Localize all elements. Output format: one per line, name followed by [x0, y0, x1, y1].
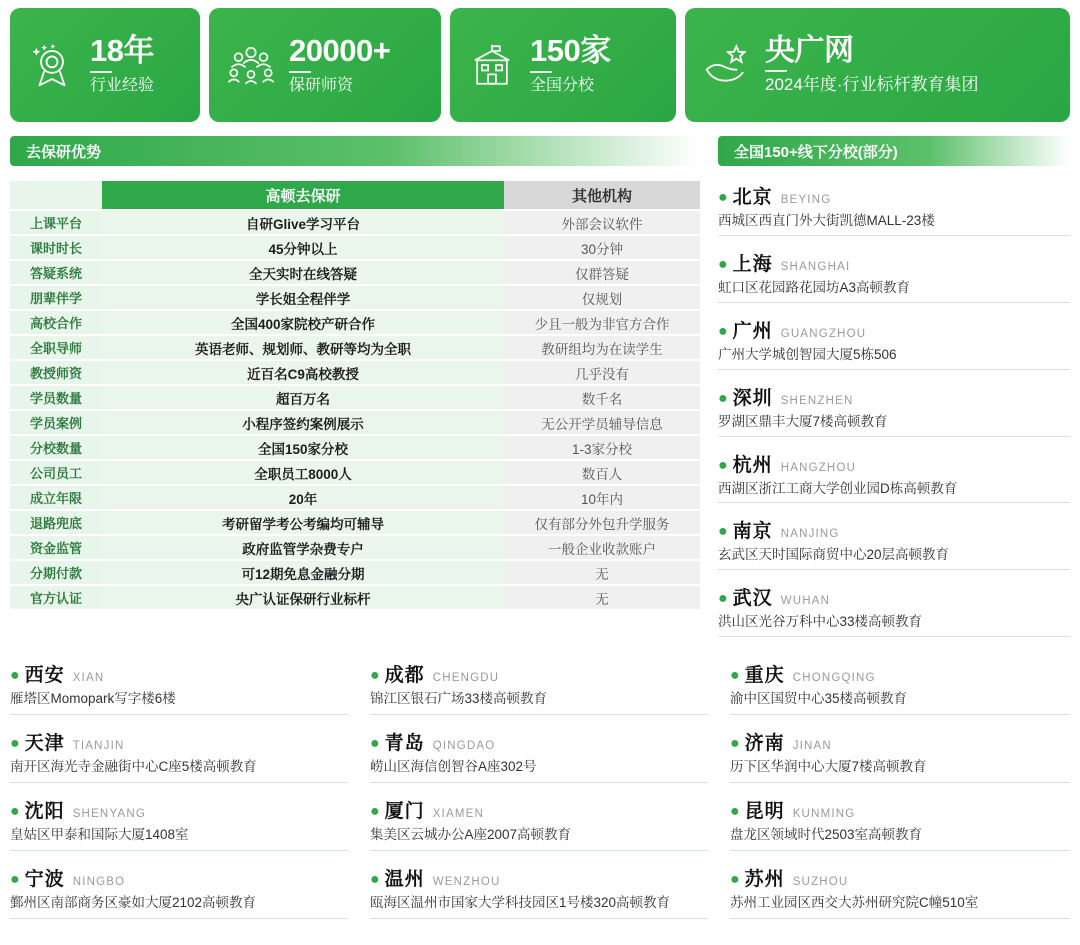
city-name-cn: 苏州: [744, 868, 785, 890]
list-item: [370, 657, 708, 715]
city-header: [718, 383, 1070, 410]
city-address: 广州大学城创智园大厦5栋506: [718, 346, 897, 362]
city-header: [370, 796, 708, 823]
row-ours: 全职员工8000人: [102, 461, 504, 484]
stat-card-experience: [10, 8, 200, 122]
table-header-other: 其他机构: [504, 181, 700, 209]
city-name-cn: 成都: [384, 665, 425, 687]
row-ours: 20年: [102, 486, 504, 509]
city-name-cn: 厦门: [384, 800, 425, 822]
location-pin-icon: ●: [10, 735, 20, 752]
table-row: [10, 236, 700, 259]
city-header: [730, 728, 1070, 755]
location-pin-icon: ●: [718, 389, 728, 407]
location-pin-icon: ●: [10, 667, 20, 685]
city-address: 集美区云城办公A座2007高顿教育: [370, 826, 572, 842]
location-pin-icon: ●: [718, 456, 728, 474]
bottom-city-grid: [0, 647, 1080, 929]
location-pin-icon: ●: [370, 802, 380, 820]
city-header: [718, 516, 1070, 543]
row-ours: 近百名C9高校教授: [102, 361, 504, 384]
city-header: [370, 864, 708, 891]
list-item: [10, 725, 348, 783]
row-ours: 小程序签约案例展示: [102, 411, 504, 434]
list-item: [370, 793, 708, 851]
row-other: 少且一般为非官方合作: [504, 311, 700, 334]
location-pin-icon: ●: [730, 667, 740, 685]
list-item: [730, 657, 1070, 715]
table-row: [10, 361, 700, 384]
city-name-en: CHONGQING: [792, 672, 876, 685]
location-pin-icon: ●: [718, 590, 728, 608]
table-row: [10, 586, 700, 609]
stat-label: 2024年度·行业标杆教育集团: [765, 74, 979, 94]
city-name-cn: 沈阳: [24, 800, 65, 822]
divider: [765, 70, 787, 72]
city-name-en: SHENZHEN: [780, 394, 854, 407]
row-other: 仅有部分外包升学服务: [504, 511, 700, 534]
city-name-cn: 武汉: [732, 588, 773, 610]
row-label: 学员案例: [10, 411, 102, 434]
table-header-ours: 高顿去保研: [102, 181, 504, 209]
location-pin-icon: ●: [10, 870, 20, 888]
section-title-branches: 全国150+线下分校(部分): [718, 136, 1070, 166]
stat-label: 保研师资: [289, 76, 354, 94]
city-header: [370, 728, 708, 755]
advantages-column: [10, 136, 700, 647]
list-item: [718, 513, 1070, 570]
city-name-en: SUZHOU: [792, 875, 849, 888]
city-header: [370, 660, 708, 687]
city-name-cn: 上海: [732, 253, 773, 275]
stat-card-teachers: [209, 8, 441, 122]
list-item: [370, 725, 708, 783]
row-other: 无: [504, 586, 700, 609]
row-label: 高校合作: [10, 311, 102, 334]
row-label: 公司员工: [10, 461, 102, 484]
city-name-cn: 昆明: [744, 800, 785, 822]
row-other: 教研组均为在读学生: [504, 336, 700, 359]
city-address: 渝中区国贸中心35楼高顿教育: [730, 691, 908, 707]
city-name-en: XIAMEN: [432, 807, 484, 820]
table-row: [10, 536, 700, 559]
table-row: [10, 386, 700, 409]
city-address: 南开区海光寺金融街中心C座5楼高顿教育: [10, 759, 257, 774]
main-body: [0, 122, 1080, 647]
row-ours: 超百万名: [102, 386, 504, 409]
people-group-icon: [225, 39, 277, 91]
row-label: 课时时长: [10, 236, 102, 259]
city-name-en: WUHAN: [780, 595, 831, 608]
row-label: 资金监管: [10, 536, 102, 559]
location-pin-icon: ●: [10, 802, 20, 820]
city-name-cn: 杭州: [732, 454, 773, 476]
table-row: [10, 561, 700, 584]
location-pin-icon: ●: [370, 735, 380, 752]
medal-icon: [26, 39, 78, 91]
row-label: 分校数量: [10, 436, 102, 459]
table-row: [10, 461, 700, 484]
row-other: 数千名: [504, 386, 700, 409]
location-pin-icon: ●: [730, 735, 740, 752]
list-item: [730, 725, 1070, 783]
stat-number: 18年: [90, 33, 154, 69]
list-item: [718, 580, 1070, 637]
row-ours: 全天实时在线答疑: [102, 261, 504, 284]
city-name-cn: 天津: [24, 733, 65, 754]
row-ours: 可12期免息金融分期: [102, 561, 504, 584]
row-ours: 考研留学考公考编均可辅导: [102, 511, 504, 534]
city-address: 玄武区天时国际商贸中心20层高顿教育: [718, 547, 950, 563]
table-header-row: [10, 181, 700, 209]
row-label: 答疑系统: [10, 261, 102, 284]
row-ours: 全国150家分校: [102, 436, 504, 459]
bottom-column-2: [370, 657, 708, 929]
city-address: 洪山区光谷万科中心33楼高顿教育: [718, 614, 923, 630]
city-address: 崂山区海信创智谷A座302号: [370, 759, 537, 774]
divider: [530, 71, 552, 73]
row-ours: 全国400家院校产研合作: [102, 311, 504, 334]
city-name-en: JINAN: [792, 740, 832, 752]
table-row: [10, 336, 700, 359]
city-name-cn: 南京: [732, 521, 773, 543]
row-label: 上课平台: [10, 211, 102, 234]
city-address: 雁塔区Momopark写字楼6楼: [10, 691, 176, 707]
city-name-en: TIANJIN: [72, 740, 125, 752]
city-name-en: SHENYANG: [72, 807, 146, 820]
row-ours: 自研Glive学习平台: [102, 211, 504, 234]
list-item: [718, 179, 1070, 236]
location-pin-icon: ●: [718, 523, 728, 541]
city-name-cn: 西安: [24, 665, 65, 687]
row-other: 外部会议软件: [504, 211, 700, 234]
city-address: 罗湖区鼎丰大厦7楼高顿教育: [718, 413, 888, 429]
city-header: [718, 583, 1070, 610]
city-header: [718, 182, 1070, 209]
city-address: 鄞州区南部商务区豪如大厦2102高顿教育: [10, 894, 257, 910]
city-name-en: HANGZHOU: [780, 461, 857, 474]
stat-number: 央广网: [765, 34, 854, 68]
row-other: 几乎没有: [504, 361, 700, 384]
table-row: [10, 511, 700, 534]
city-header: [718, 450, 1070, 477]
row-other: 数百人: [504, 461, 700, 484]
row-other: 1-3家分校: [504, 436, 700, 459]
stat-label: 行业经验: [90, 76, 155, 94]
row-other: 仅群答疑: [504, 261, 700, 284]
list-item: [10, 861, 348, 919]
list-item: [718, 313, 1070, 370]
bottom-column-3: [730, 657, 1070, 929]
location-pin-icon: ●: [370, 667, 380, 685]
row-label: 教授师资: [10, 361, 102, 384]
city-name-en: SHANGHAI: [780, 260, 851, 273]
list-item: [730, 861, 1070, 919]
city-address: 虹口区花园路花园坊A3高顿教育: [718, 279, 911, 295]
city-name-en: NINGBO: [72, 875, 126, 888]
row-other: 无公开学员辅导信息: [504, 411, 700, 434]
stat-label: 全国分校: [530, 76, 595, 94]
city-address: 盘龙区领域时代2503室高顿教育: [730, 826, 923, 842]
city-name-en: BEYING: [780, 194, 832, 206]
row-label: 朋辈伴学: [10, 286, 102, 309]
location-pin-icon: ●: [718, 255, 728, 273]
location-pin-icon: ●: [730, 870, 740, 888]
row-label: 全职导师: [10, 336, 102, 359]
city-address: 皇姑区甲泰和国际大厦1408室: [10, 826, 189, 842]
location-pin-icon: ●: [730, 802, 740, 820]
table-row: [10, 311, 700, 334]
city-name-cn: 宁波: [24, 868, 65, 890]
row-label: 分期付款: [10, 561, 102, 584]
city-address: 西城区西直门外大街凯德MALL-23楼: [718, 213, 935, 228]
list-item: [718, 380, 1070, 437]
row-other: 无: [504, 561, 700, 584]
city-address: 历下区华润中心大厦7楼高顿教育: [730, 759, 927, 774]
row-ours: 政府监管学杂费专户: [102, 536, 504, 559]
city-name-cn: 青岛: [384, 733, 425, 754]
city-name-cn: 深圳: [732, 387, 773, 409]
list-item: [10, 793, 348, 851]
stat-card-award: [685, 8, 1070, 122]
row-other: 30分钟: [504, 236, 700, 259]
table-row: [10, 286, 700, 309]
row-ours: 央广认证保研行业标杆: [102, 586, 504, 609]
row-label: 官方认证: [10, 586, 102, 609]
city-address: 瓯海区温州市国家大学科技园区1号楼320高顿教育: [370, 894, 671, 910]
city-header: [10, 728, 348, 755]
stats-bar: [0, 0, 1080, 122]
section-title-advantages: 去保研优势: [10, 136, 700, 166]
row-label: 退路兜底: [10, 511, 102, 534]
city-name-en: NANJING: [780, 528, 840, 541]
city-header: [10, 864, 348, 891]
city-header: [10, 660, 348, 687]
city-address: 苏州工业园区西交大苏州研究院C幢510室: [730, 894, 979, 910]
divider: [90, 71, 112, 73]
city-name-en: QINGDAO: [432, 740, 496, 752]
city-header: [718, 249, 1070, 276]
table-row: [10, 436, 700, 459]
list-item: [10, 657, 348, 715]
comparison-table: [10, 179, 700, 611]
city-header: [730, 796, 1070, 823]
school-building-icon: [466, 39, 518, 91]
location-pin-icon: ●: [718, 322, 728, 340]
row-ours: 英语老师、规划师、教研等均为全职: [102, 336, 504, 359]
row-ours: 学长姐全程伴学: [102, 286, 504, 309]
list-item: [718, 246, 1070, 303]
table-row: [10, 211, 700, 234]
row-other: 一般企业收款账户: [504, 536, 700, 559]
branches-column: [718, 136, 1070, 647]
city-name-en: CHENGDU: [432, 672, 500, 685]
city-name-cn: 重庆: [744, 665, 785, 687]
bottom-column-1: [10, 657, 348, 929]
city-name-en: KUNMING: [792, 807, 856, 820]
table-row: [10, 411, 700, 434]
row-other: 仅规划: [504, 286, 700, 309]
table-body: [10, 211, 700, 609]
row-label: 成立年限: [10, 486, 102, 509]
table-row: [10, 486, 700, 509]
city-name-cn: 温州: [384, 868, 425, 890]
list-item: [718, 447, 1070, 504]
list-item: [730, 793, 1070, 851]
city-header: [730, 660, 1070, 687]
table-header-blank: [10, 181, 102, 209]
stat-number: 150家: [530, 33, 611, 69]
city-name-en: GUANGZHOU: [780, 327, 867, 340]
city-address: 锦江区银石广场33楼高顿教育: [370, 691, 548, 707]
city-header: [10, 796, 348, 823]
stat-card-branches: [450, 8, 676, 122]
location-pin-icon: ●: [370, 870, 380, 888]
hand-star-icon: [701, 39, 753, 91]
divider: [289, 71, 311, 73]
city-name-cn: 北京: [732, 187, 773, 208]
row-ours: 45分钟以上: [102, 236, 504, 259]
city-name-en: XIAN: [72, 672, 105, 685]
city-header: [730, 864, 1070, 891]
city-name-cn: 广州: [732, 320, 773, 342]
table-row: [10, 261, 700, 284]
city-header: [718, 316, 1070, 343]
list-item: [370, 861, 708, 919]
city-name-en: WENZHOU: [432, 875, 501, 888]
stat-number: 20000+: [289, 33, 391, 69]
city-address: 西湖区浙江工商大学创业园D栋高顿教育: [718, 480, 958, 496]
row-other: 10年内: [504, 486, 700, 509]
location-pin-icon: ●: [718, 189, 728, 206]
city-name-cn: 济南: [744, 733, 785, 754]
row-label: 学员数量: [10, 386, 102, 409]
